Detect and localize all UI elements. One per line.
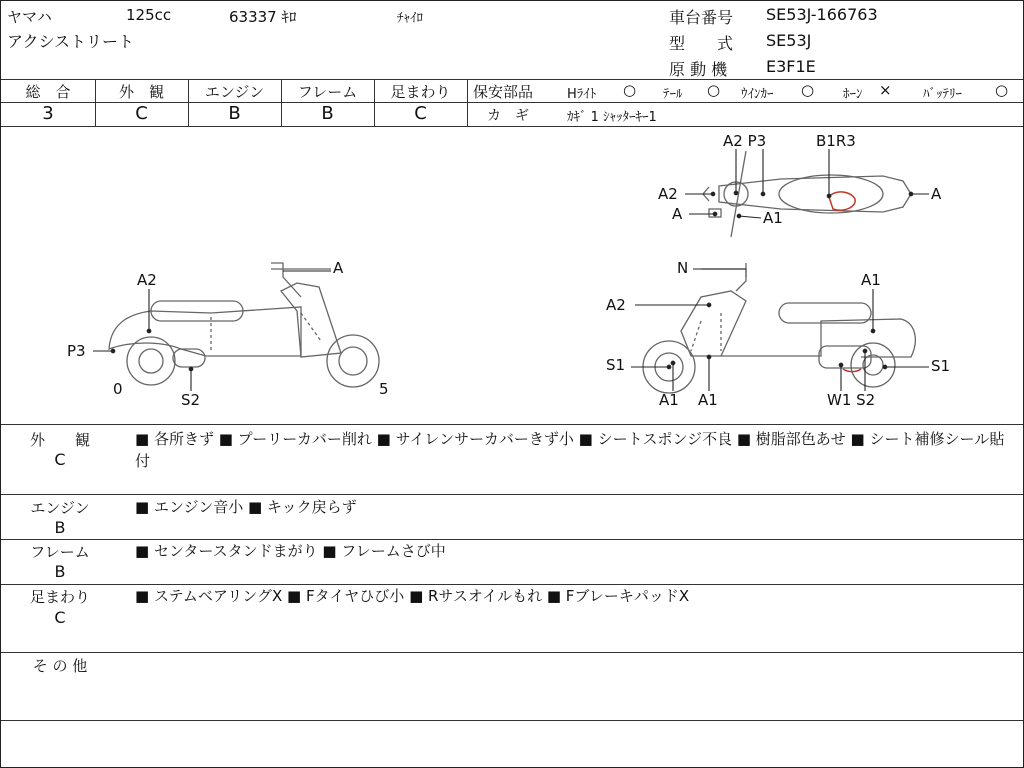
diag-right-a1-top: A1 — [861, 271, 881, 289]
diag-top-a-left: A — [672, 205, 683, 223]
diag-right-w1s2: W1 S2 — [827, 391, 876, 409]
frame-no: SE53J-166763 — [766, 5, 878, 24]
key-label: カ ギ — [487, 108, 529, 124]
battery-mark: ○ — [995, 81, 1009, 99]
scooter-diagrams — [1, 1, 1023, 424]
section-engine-text: ■ エンジン音小 ■ キック戻らず — [135, 498, 357, 516]
displacement: 125cc — [126, 6, 172, 24]
grade-overall-label: 総 合 — [25, 83, 71, 101]
diag-right-n: N — [677, 259, 689, 277]
section-other-label: そ の 他 — [32, 657, 88, 675]
grade-frame-label: フレーム — [297, 83, 358, 101]
diag-left-0: 0 — [113, 380, 123, 398]
section-engine-grade: B — [54, 518, 66, 537]
diag-right-s1-right: S1 — [931, 357, 951, 375]
tail-label: ﾃｰﾙ — [663, 87, 683, 102]
frame-no-label: 車台番号 — [669, 8, 734, 27]
model-name: アクシストリート — [7, 32, 135, 51]
diag-top-a-right: A — [931, 185, 942, 203]
diag-top-b1r3: B1R3 — [816, 132, 856, 150]
diag-top-a1: A1 — [763, 209, 783, 227]
diag-left-p3: P3 — [67, 342, 86, 360]
section-engine-label: エンジン — [30, 499, 90, 517]
safety-label: 保安部品 — [473, 83, 534, 101]
maker: ヤマハ — [7, 8, 52, 26]
diag-top-a2: A2 — [658, 185, 678, 203]
damage-mark-top — [829, 192, 855, 210]
diag-left-a2: A2 — [137, 271, 157, 289]
diag-right-s1-left: S1 — [606, 356, 626, 374]
battery-label: ﾊﾞｯﾃﾘｰ — [923, 87, 962, 102]
engine-value: E3F1E — [766, 57, 816, 76]
section-frame-label: フレーム — [30, 543, 90, 561]
grade-engine-value: B — [228, 103, 241, 124]
grade-suspension-value: C — [414, 103, 427, 124]
horn-mark: × — [879, 81, 892, 99]
headlight-label: Hﾗｲﾄ — [567, 87, 597, 102]
section-exterior-grade: C — [54, 450, 66, 469]
diag-right-a1-b: A1 — [698, 391, 718, 409]
key-value: ｶｷﾞ 1 ｼｬｯﾀｰｷｰ1 — [567, 110, 657, 125]
grade-suspension-label: 足まわり — [390, 83, 451, 101]
section-suspension-grade: C — [54, 608, 66, 627]
grade-exterior-label: 外 観 — [118, 83, 164, 101]
horn-label: ﾎｰﾝ — [843, 87, 863, 102]
diag-left-s2: S2 — [181, 391, 201, 409]
grade-engine-label: エンジン — [204, 83, 265, 101]
grade-overall-value: 3 — [42, 103, 54, 124]
diag-left-5: 5 — [379, 380, 389, 398]
grade-frame-value: B — [321, 103, 334, 124]
color: ﾁｬｲﾛ — [397, 11, 423, 26]
diag-right-a1-a: A1 — [659, 391, 679, 409]
engine-label: 原 動 機 — [669, 60, 728, 79]
winker-mark: ○ — [801, 81, 815, 99]
diag-right-a2: A2 — [606, 296, 626, 314]
diag-left-a: A — [333, 259, 344, 277]
tail-mark: ○ — [707, 81, 721, 99]
type-label: 型 式 — [669, 34, 734, 53]
section-suspension-label: 足まわり — [29, 588, 90, 606]
winker-label: ｳｲﾝｶｰ — [741, 87, 774, 102]
headlight-mark: ○ — [623, 81, 637, 99]
section-frame-text: ■ センタースタンドまがり ■ フレームさび中 — [135, 542, 446, 560]
mileage: 63337 ｷﾛ — [229, 8, 297, 26]
diag-top-a2p3: A2 P3 — [723, 132, 767, 150]
section-exterior-text: ■ 各所きず ■ プーリーカバー削れ ■ サイレンサーカバーきず小 ■ シートスポンジ不良 ■ 樹脂部色あせ ■ シート補修シール貼付 — [135, 430, 1005, 470]
section-suspension-text: ■ ステムベアリングX ■ Fタイヤひび小 ■ Rサスオイルもれ ■ FブレーキパッドX — [135, 587, 690, 605]
type-value: SE53J — [766, 31, 812, 50]
section-frame-grade: B — [54, 562, 66, 581]
section-exterior-label: 外 観 — [29, 431, 90, 449]
grade-exterior-value: C — [135, 103, 148, 124]
